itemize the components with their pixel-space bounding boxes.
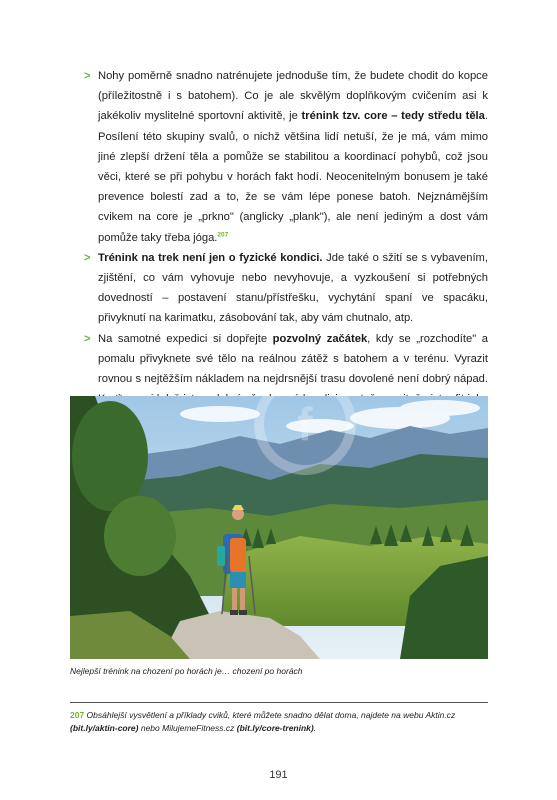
item-text: , kdy se „rozchodíte" a pomalu přivyknete své tělo na reálnou zátěž s batohem a v terénu. Vyrazit rovnou s nejtěžším nákladem na nejdrsnější trasu dovolené není dobrý nápad. [98, 332, 488, 386]
footnote-text: nebo MilujemeFitness.cz [138, 722, 237, 733]
bullet-arrow: > [84, 70, 91, 82]
left-bush [104, 496, 176, 576]
item-highlight: pozvolný začátek [272, 332, 368, 345]
item-text: Na samotné expedici si dopřejte [98, 332, 273, 345]
bullet-arrow: > [84, 332, 91, 345]
footnote-link[interactable]: (bit.ly/core-trenink) [236, 722, 314, 733]
footnote-text: Obsáhlejší vysvětlení a příklady cviků, které můžete snadno dělat doma, najdete na webu Aktin.cz [84, 710, 456, 720]
item-text: Jde také o sžití se s vybavením, zjištění, co vám vyhovuje nebo nevyhovuje, a vyzkoušení si potřebných dovedností – postavení stanu/přístřešku, vychytání spaní ve spacáku, přivyknutí na karimatku, zásobování tak, aby vám chutnalo, atp. [98, 251, 488, 325]
list-item [84, 248, 488, 329]
bullet-arrow: > [84, 251, 91, 264]
item-highlight: trénink tzv. core – tedy středu těla [301, 110, 485, 123]
page-number: 191 [269, 769, 288, 781]
list-item [84, 66, 488, 248]
footnote [70, 709, 488, 734]
shirt [230, 538, 246, 572]
footnote-link[interactable]: (bit.ly/aktin-core) [70, 722, 139, 733]
footnote-ref[interactable]: 207 [217, 230, 229, 238]
item-highlight: Trénink na trek není jen o fyzické kondici. [98, 251, 323, 264]
left-tree-crown [72, 401, 148, 511]
footnote-divider [70, 702, 488, 703]
bottle [217, 546, 225, 566]
footnote-number: 207 [70, 710, 85, 720]
footnote-text: . [313, 722, 317, 733]
shorts [230, 572, 246, 588]
landscape-illustration [70, 396, 488, 659]
tips-list [84, 66, 488, 450]
svg-text:f: f [297, 398, 313, 450]
item-text: Nohy poměrně snadno natrénujete jednoduše tím, že budete chodit do kopce (příležitostně i s batohem). Co je ale skvělým doplňkovým cvičením asi k jakékoliv myslitelné sportovní aktivitě, je [98, 70, 488, 123]
hiker-mountain-photo [70, 396, 488, 659]
item-text: . Posílení této skupiny svalů, o nichž většina lidí netuší, že je má, vám mimo jiné zlepší držení těla a pomůže se stabilitou a koordinací pohybů, což jsou věci, které se při pohybu v horách fakt hodí. Neocenitelným bonusem je také prevence bolestí zad a to, že se vám lépe ponese batoh. Nejznámějším cvikem na core je „prkno" (anglicky „plank"), ale není jediným a dost vám pomůže taky třeba jóga. [98, 110, 488, 244]
photo-caption: Nejlepší trénink na chození po horách je… chození po horách [70, 666, 303, 676]
